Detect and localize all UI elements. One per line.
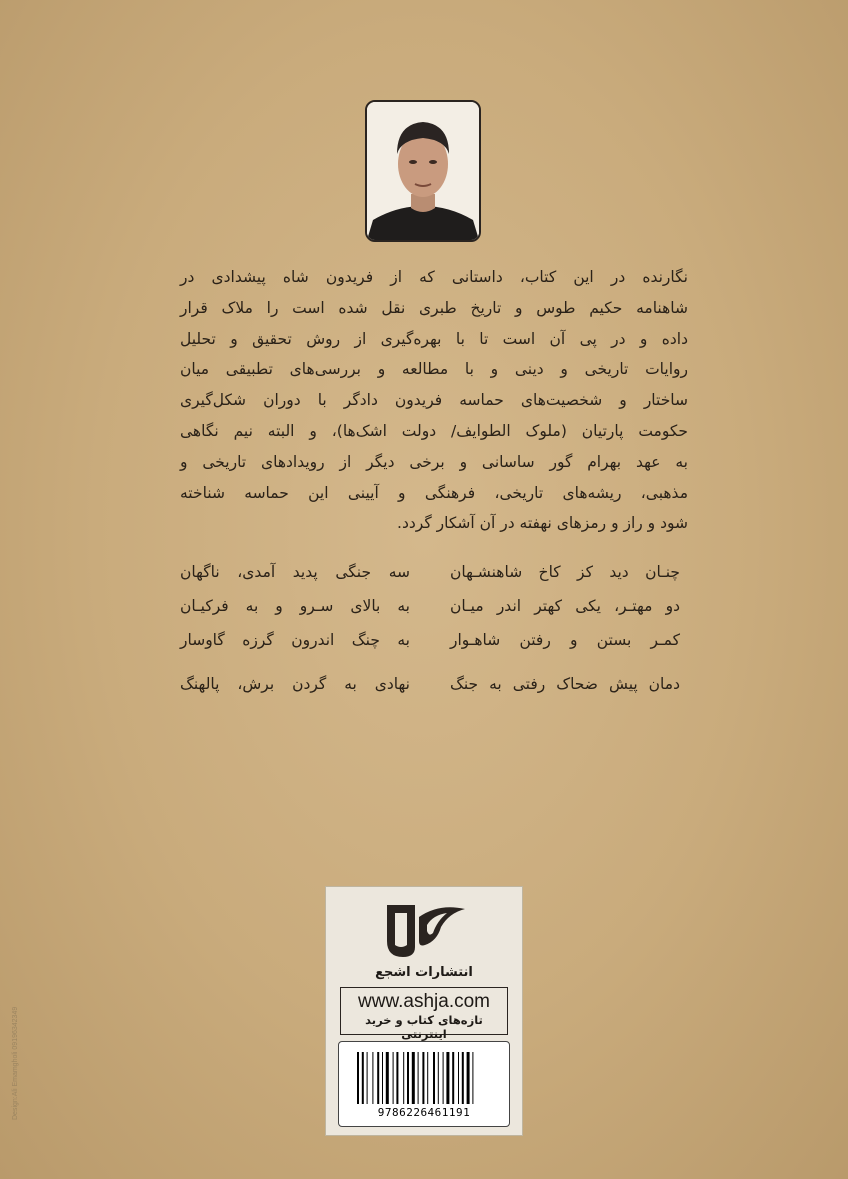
publisher-name: انتشارات اشجع bbox=[375, 965, 473, 980]
verse-couplet bbox=[180, 667, 680, 701]
description-line: به عهد بهرام گور ساسانی و برخی دیگر از رویدادهای تاریخی و bbox=[180, 452, 688, 471]
description-line: حکومت پارتیان (ملوک الطوایف/ دولت اشک‌ها)، و البته نیم نگاهی bbox=[180, 421, 688, 440]
publisher-logo-icon bbox=[381, 901, 469, 961]
author-portrait bbox=[365, 100, 481, 242]
verse-hemistich-left: به بالای سـرو و به فرکیـان bbox=[180, 597, 410, 615]
description-line: داده و در پی آن است تا با بهره‌گیری از روش تحقیق و تحلیل bbox=[180, 329, 688, 348]
designer-credit: Design:Ali Emamgholi 09196342349 bbox=[12, 1006, 19, 1120]
verse-hemistich-right: دمان پیش ضحاک رفتی به جنگ bbox=[450, 675, 680, 693]
description-line: نگارنده در این کتاب، داستانی که از فریدون شاه پیشدادی در bbox=[180, 268, 688, 286]
verse-hemistich-left: به چنگ اندرون گرزه گاوسار bbox=[180, 631, 410, 649]
publisher-tagline: تازه‌های کتاب و خرید اینترنتی bbox=[365, 1013, 483, 1041]
publisher-panel bbox=[325, 886, 523, 1136]
description-line: ساختار و شخصیت‌های حماسه فریدون دادگر با دوران شکل‌گیری bbox=[180, 391, 688, 410]
publisher-url[interactable]: www.ashja.com bbox=[358, 991, 490, 1012]
isbn-number: 9786226461191 bbox=[377, 1106, 471, 1119]
verse-couplet bbox=[180, 589, 680, 623]
verse-couplet bbox=[180, 623, 680, 657]
description-line: مذهبی، ریشه‌های تاریخی، فرهنگی و آیینی این حماسه شناخته bbox=[180, 483, 688, 502]
website-box bbox=[340, 987, 508, 1041]
description-line: شود و راز و رمزهای نهفته در آن آشکار گردد. bbox=[397, 514, 688, 533]
book-description bbox=[180, 262, 688, 539]
verse-hemistich-right: دو مهتـر، یکی کهتر اندر میـان bbox=[450, 597, 680, 615]
poem-verses bbox=[180, 555, 680, 701]
verse-hemistich-left: سه جنگی پدید آمدی، ناگهان bbox=[180, 563, 410, 581]
description-line: شاهنامه حکیم طوس و تاریخ طبری نقل شده است را ملاک قرار bbox=[180, 298, 688, 317]
description-line: روایات تاریخی و دینی و با مطالعه و بررسی‌های تطبیقی میان bbox=[180, 360, 688, 379]
verse-hemistich-right: چنـان دید کز کاخ شاهنشـهان bbox=[450, 563, 680, 581]
barcode bbox=[357, 1052, 495, 1104]
verse-hemistich-right: کمـر بستن و رفتن شاهـوار bbox=[450, 631, 680, 649]
verse-hemistich-left: نهادی به گردن برش، پالهنگ bbox=[180, 675, 410, 693]
verse-couplet bbox=[180, 555, 680, 589]
barcode-label bbox=[338, 1041, 510, 1127]
